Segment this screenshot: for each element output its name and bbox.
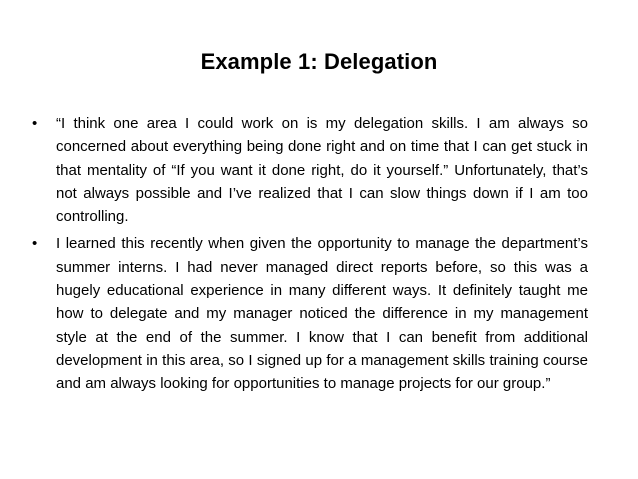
- bullet-item: [32, 232, 588, 395]
- bullet-item: [32, 112, 588, 228]
- bullet-text: “I think one area I could work on is my delegation skills. I am always so concerned about everything being done right and on time that I can get stuck in that mentality of “If you want it done right, do it yourself.” Unfortunately, that’s not always possible and I’ve realized that I can slow things down if I am too controlling.: [56, 115, 588, 226]
- bullet-text: I learned this recently when given the opportunity to manage the department’s summer interns. I had never managed direct reports before, so this was a hugely educational experience in many different ways. It definitely taught me how to delegate and my manager noticed the difference in my management style at the end of the summer. I know that I can benefit from additional development in this area, so I signed up for a management skills training course and am always looking for opportunities to manage projects for our group.”: [56, 235, 588, 393]
- bullet-icon: •: [32, 115, 38, 132]
- bullet-list: [32, 112, 588, 400]
- slide-title: Example 1: Delegation: [200, 49, 438, 74]
- bullet-icon: •: [32, 235, 38, 253]
